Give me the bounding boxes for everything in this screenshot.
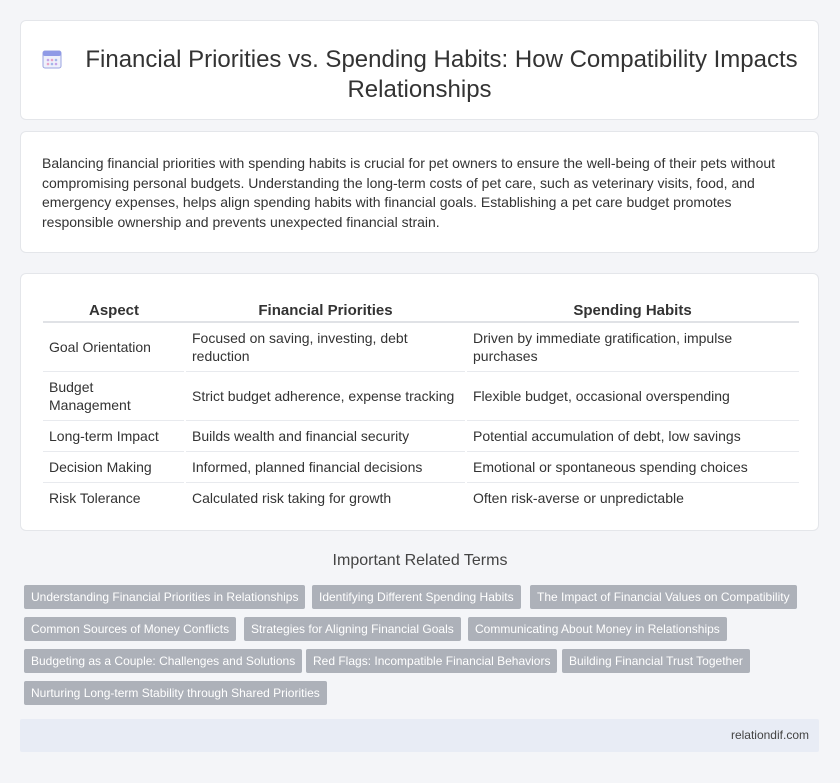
cell-aspect: Goal Orientation [43, 322, 185, 371]
calendar-icon [41, 48, 63, 70]
cell-spending-habits: Emotional or spontaneous spending choices [466, 451, 799, 482]
related-terms-heading: Important Related Terms [332, 552, 508, 569]
comparison-card [20, 273, 819, 531]
cell-financial-priorities: Informed, planned financial decisions [185, 451, 466, 482]
related-term-tag[interactable]: Budgeting as a Couple: Challenges and Solutions [24, 649, 302, 673]
footer-site[interactable]: relationdif.com [730, 728, 809, 742]
header-card [20, 20, 819, 120]
related-term-tag[interactable]: Strategies for Aligning Financial Goals [244, 617, 461, 641]
cell-financial-priorities: Builds wealth and financial security [185, 420, 466, 451]
cell-spending-habits: Driven by immediate gratification, impulse purchases [466, 322, 799, 371]
cell-spending-habits: Potential accumulation of debt, low savings [466, 420, 799, 451]
related-term-tag[interactable]: Identifying Different Spending Habits [312, 585, 521, 609]
related-term-tag[interactable]: Red Flags: Incompatible Financial Behaviors [306, 649, 557, 673]
table-row [43, 420, 799, 451]
table-row [43, 482, 799, 513]
cell-spending-habits: Often risk-averse or unpredictable [473, 489, 684, 506]
cell-financial-priorities: Strict budget adherence, expense tracking [185, 371, 466, 420]
intro-paragraph: Balancing financial priorities with spending habits is crucial for pet owners to ensure the well-being of their pets without compromising personal budgets. Understanding the long-term costs of pet care, such as veterinary visits, food, and emergency expenses, helps align spending habits with financial goals. Establishing a pet care budget promotes responsible ownership and prevents unexpected financial strain. [42, 155, 776, 230]
related-term-tag[interactable]: Common Sources of Money Conflicts [24, 617, 236, 641]
page-title-wrap [21, 45, 818, 105]
table-row [43, 371, 799, 420]
table-row [43, 322, 799, 371]
related-term-tag[interactable]: Building Financial Trust Together [562, 649, 750, 673]
cell-financial-priorities: Calculated risk taking for growth [185, 482, 466, 513]
intro-card [20, 131, 819, 253]
comparison-table [43, 295, 799, 513]
related-term-tag[interactable]: Understanding Financial Priorities in Relationships [24, 585, 305, 609]
cell-spending-habits: Flexible budget, occasional overspending [466, 371, 799, 420]
cell-aspect: Long-term Impact [43, 420, 185, 451]
footer-bar [20, 719, 819, 752]
header-financial-priorities: Financial Priorities [185, 295, 466, 322]
cell-aspect: Risk Tolerance [43, 482, 185, 513]
cell-aspect: Budget Management [43, 371, 185, 420]
related-term-tag[interactable]: The Impact of Financial Values on Compatibility [530, 585, 797, 609]
table-row [43, 451, 799, 482]
header-aspect: Aspect [43, 295, 185, 322]
related-term-tag[interactable]: Communicating About Money in Relationships [468, 617, 727, 641]
related-term-tag[interactable]: Nurturing Long-term Stability through Shared Priorities [24, 681, 327, 705]
page-title: Financial Priorities vs. Spending Habits: How Compatibility Impacts Relationships [85, 46, 798, 103]
cell-aspect: Decision Making [43, 451, 185, 482]
cell-financial-priorities: Focused on saving, investing, debt reduction [185, 322, 466, 371]
header-spending-habits: Spending Habits [466, 295, 799, 322]
table-header-row [43, 295, 799, 322]
